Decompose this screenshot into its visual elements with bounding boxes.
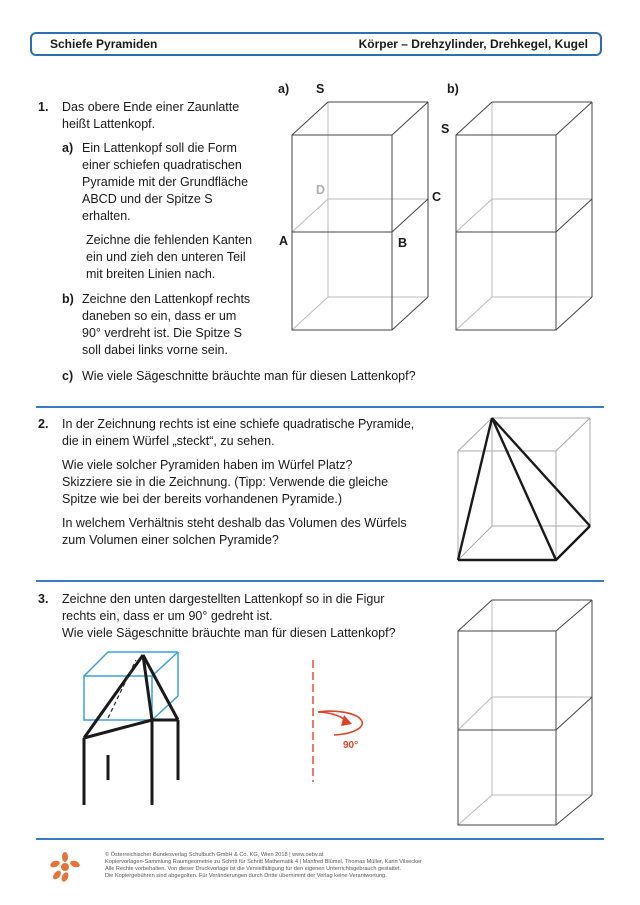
task2-p3: In welchem Verhältnis steht deshalb das Volumen des Würfels zum Volumen einer solchen Pyramide? [62,516,407,547]
point-b: B [398,236,408,250]
rotation-label: 90° [343,740,359,751]
point-s-b: S [441,122,450,136]
task1-b-label: b) [62,292,74,306]
fig-a-label: a) [278,82,290,96]
task3-text: Zeichne den unten dargestellten Lattenkopf so in die Figur rechts ein, dass er um 90° gedreht ist. Wie viele Sägeschnitte bräuchte man für diesen Lattenkopf? [62,592,396,640]
point-d: D [316,183,326,197]
task1-a-text: Ein Lattenkopf soll die Form einer schiefen quadratischen Pyramide mit der Grundfläche ABCD und der Spitze S erhalten. [82,141,249,223]
task1-b-text: Zeichne den Lattenkopf rechts daneben so ein, dass er um 90° verdreht ist. Die Spitze S soll dabei links vorne sein. [82,292,251,357]
task1-a-label: a) [62,141,74,155]
task3-number: 3. [38,592,49,606]
task1-number: 1. [38,100,49,114]
task2-number: 2. [38,417,49,431]
chapter-title: Körper – Drehzylinder, Drehkegel, Kugel [358,37,588,51]
task1-intro: Das obere Ende einer Zaunlatte heißt Lattenkopf. [62,100,240,131]
task1-c-text: Wie viele Sägeschnitte bräuchte man für diesen Lattenkopf? [82,369,416,383]
footer-copyright: © Österreichischer Bundesverlag Schulbuch GmbH & Co. KG, Wien 2018 | www.oebv.at Kopiervorlagen-Sammlung Raumgeometrie zu Schritt für Schritt Mathematik 4 | Manfred Blümel, Thomas Müller, Karin Vilsecker Alle Rechte vorbehalten. Von dieser Druckvorlage ist die Vervielfältigung für den eigenen Unterrichtsgebrauch gestattet. Die Kopiergebühren sind abgegolten. Für Veränderungen durch Dritte übernimmt der Verlag keine Verantwortung. [105,852,422,879]
publisher-logo-icon [50,852,80,882]
task1-c-label: c) [62,369,74,383]
point-c: C [432,190,442,204]
point-a: A [279,234,289,248]
task2-p2: Wie viele solcher Pyramiden haben im Würfel Platz? Skizziere sie in die Zeichnung. (Tipp: Verwende die gleiche Spitze wie bei der bereits vorhandenen Pyramide.) [62,458,389,506]
point-s-a: S [316,82,325,96]
task1-a-text2: Zeichne die fehlenden Kanten ein und zieh den unteren Teil mit breiten Linien nach. [86,233,253,281]
worksheet-title: Schiefe Pyramiden [50,37,158,51]
task2-p1: In der Zeichnung rechts ist eine schiefe quadratische Pyramide, die in einem Würfel „steckt“, zu sehen. [62,417,415,448]
footer-divider [36,838,604,840]
fig-b-label: b) [447,82,459,96]
